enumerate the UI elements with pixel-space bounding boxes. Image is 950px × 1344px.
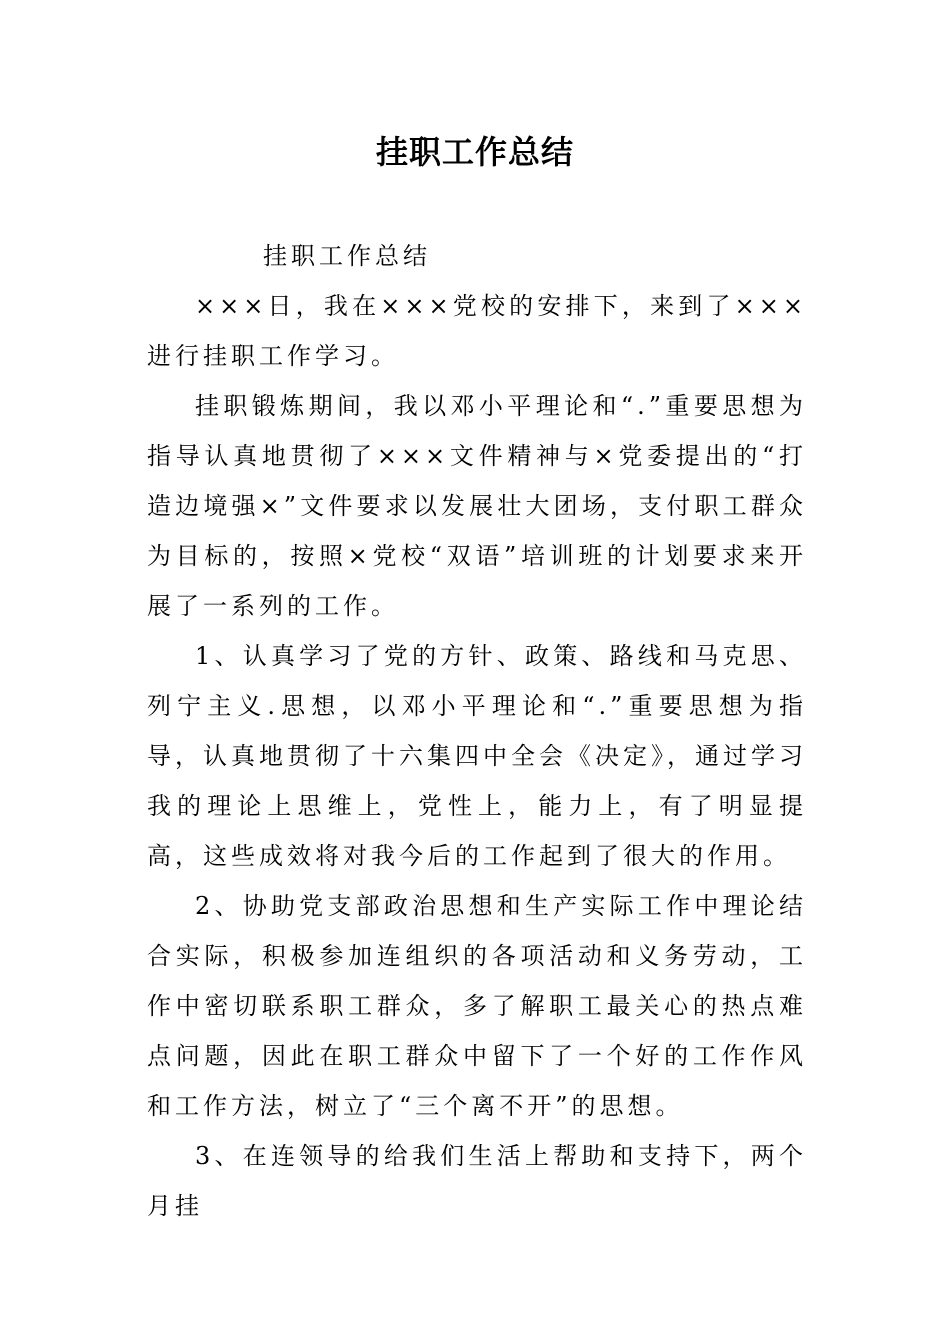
item-3-paragraph: 3、在连领导的给我们生活上帮助和支持下，两个月挂: [147, 1142, 807, 1220]
overview-paragraph: 挂职锻炼期间，我以邓小平理论和“.”重要思想为指导认真地贯彻了×××文件精神与×党委提出的“打造边境强×”文件要求以发展壮大团场，支付职工群众为目标的，按照×党校“双语”培训班的计划要求来开展了一系列的工作。: [147, 392, 807, 620]
item-1-paragraph: 1、认真学习了党的方针、政策、路线和马克思、列宁主义.思想，以邓小平理论和“.”重要思想为指导，认真地贯彻了十六集四中全会《决定》，通过学习我的理论上思维上，党性上，能力上，有了明显提高，这些成效将对我今后的工作起到了很大的作用。: [147, 642, 807, 870]
document-title: 挂职工作总结: [375, 133, 574, 171]
item-2-paragraph: 2、协助党支部政治思想和生产实际工作中理论结合实际，积极参加连组织的各项活动和义务劳动，工作中密切联系职工群众，多了解职工最关心的热点难点问题，因此在职工群众中留下了一个好的工作作风和工作方法，树立了“三个离不开”的思想。: [147, 892, 807, 1120]
document-body: [147, 231, 807, 1231]
subtitle-paragraph: 挂职工作总结: [263, 242, 431, 270]
intro-paragraph: ×××日，我在×××党校的安排下，来到了×××进行挂职工作学习。: [147, 292, 807, 370]
